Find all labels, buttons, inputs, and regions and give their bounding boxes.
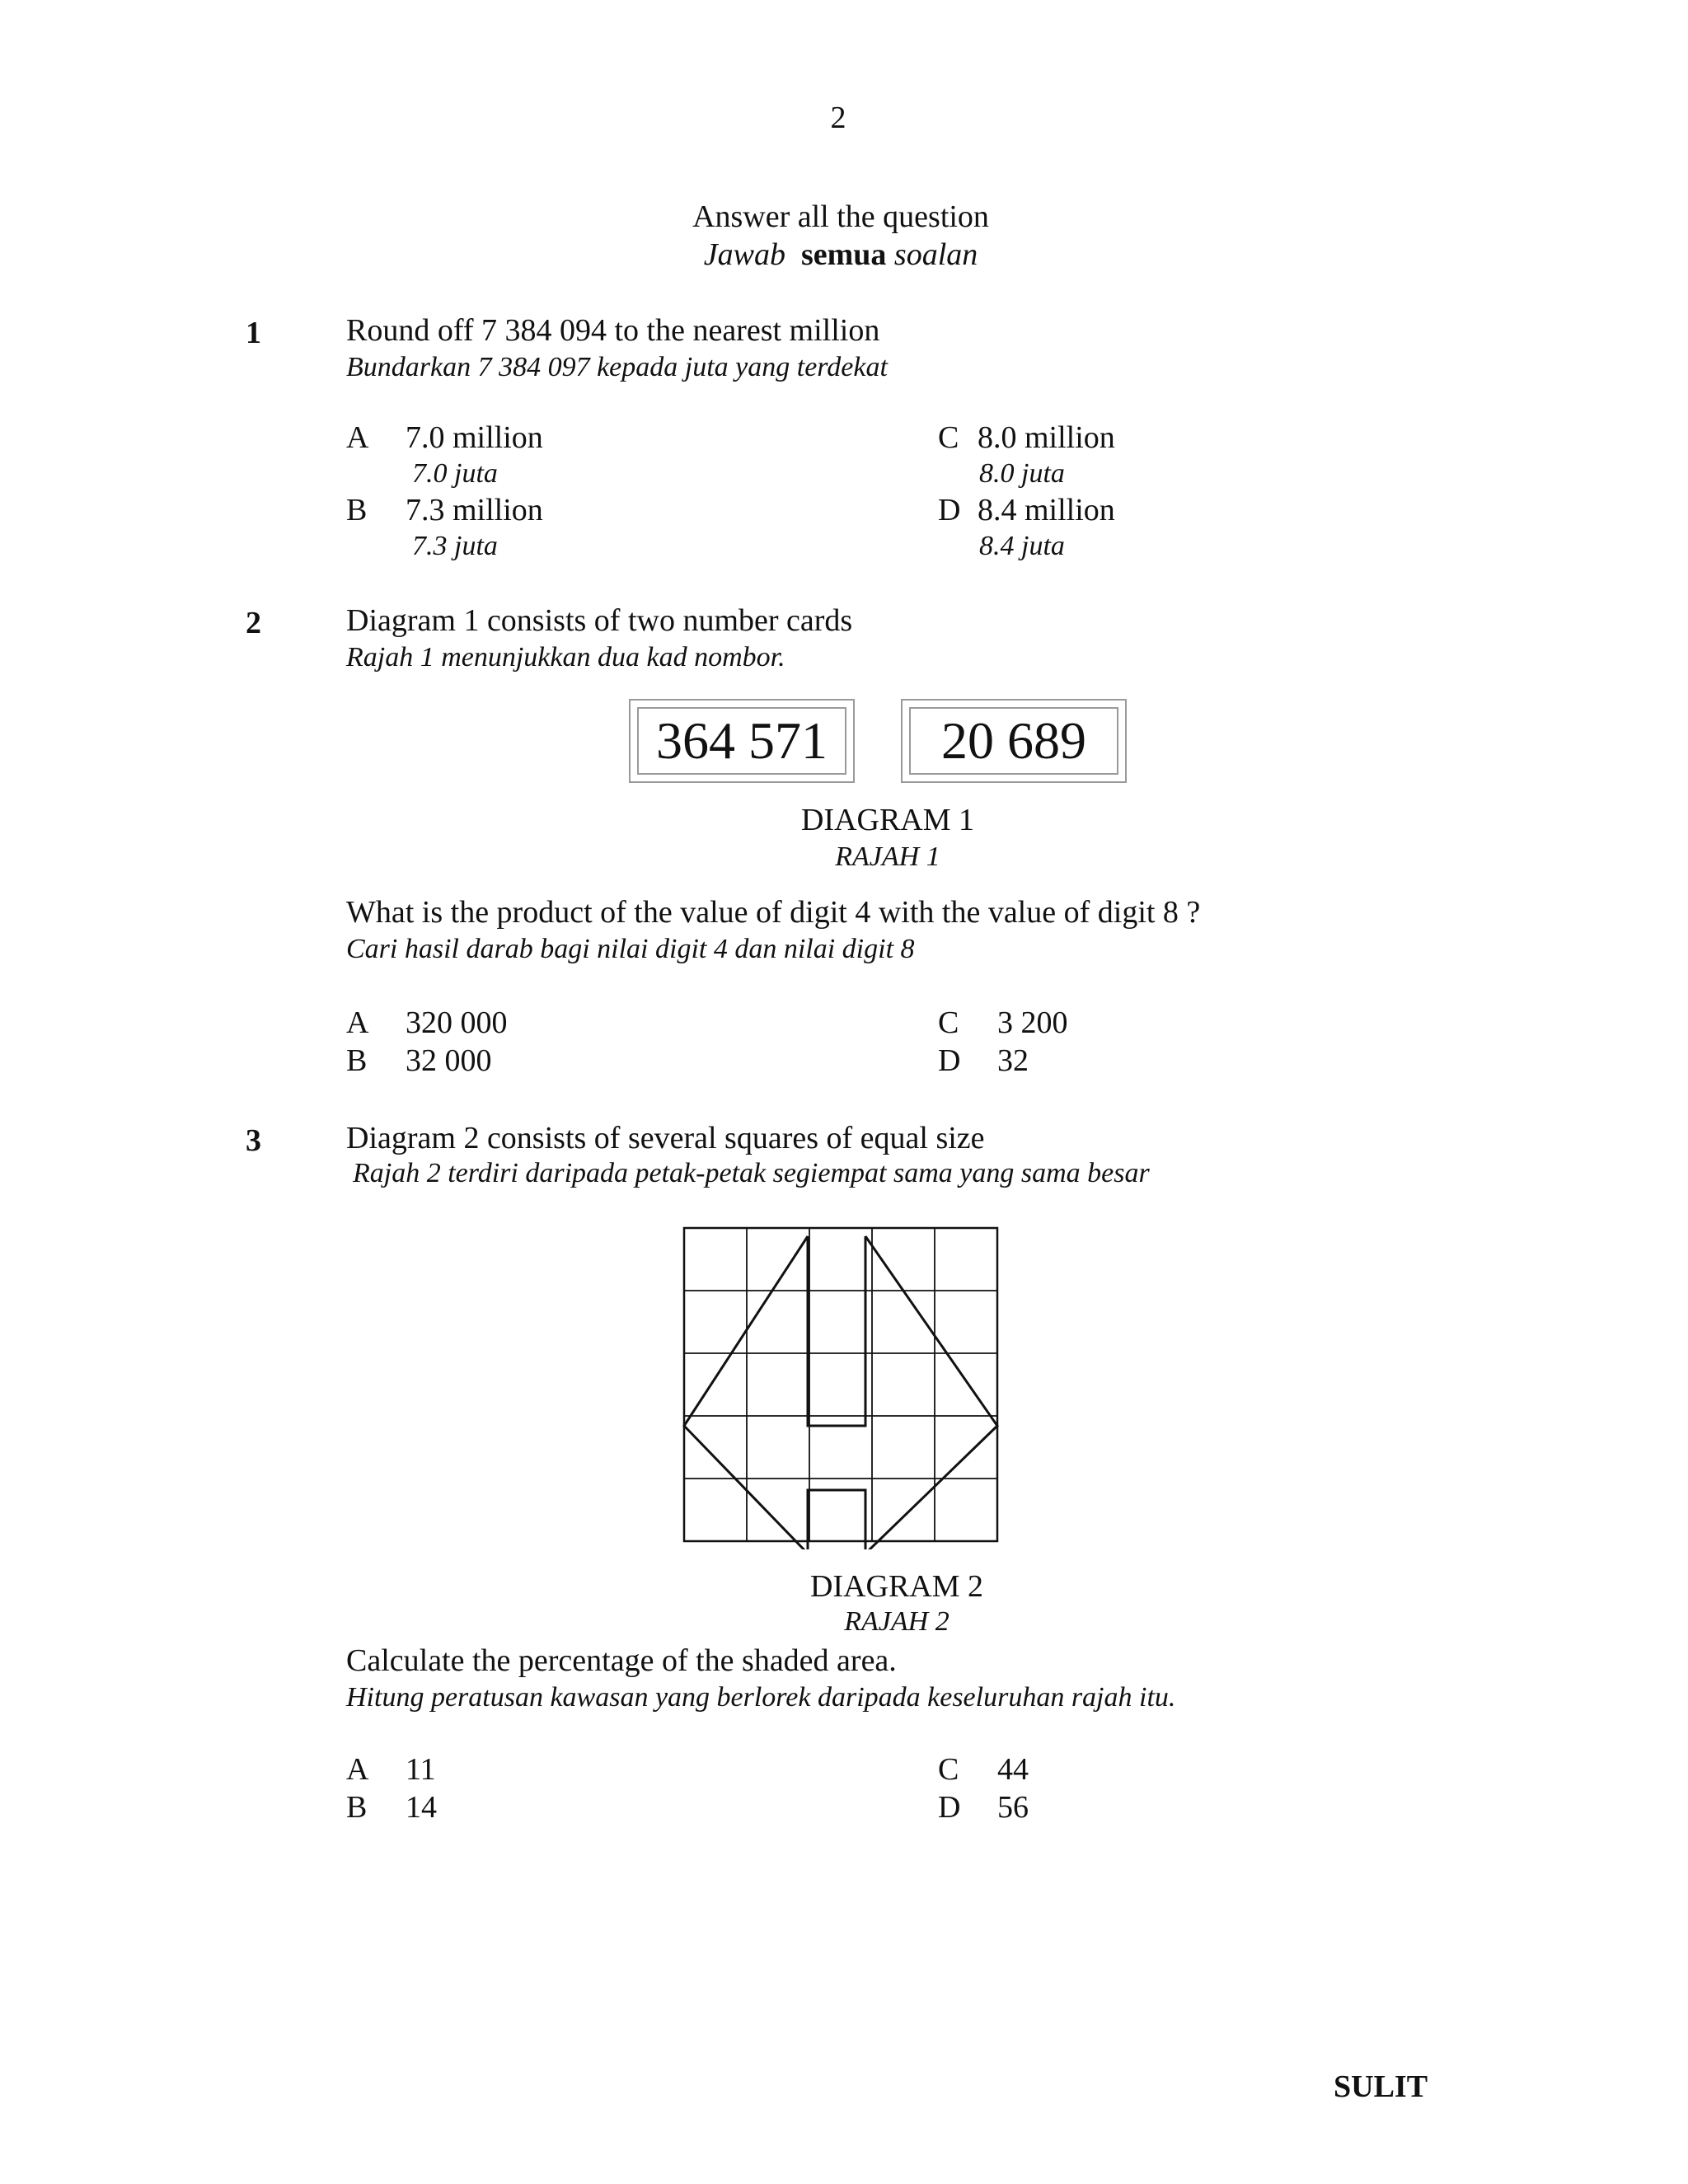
footer-sulit: SULIT [1334, 2069, 1428, 2104]
option-text: 320 000 [406, 1005, 508, 1040]
option-text: 8.0 million [978, 420, 1115, 455]
question-1-text-en: Round off 7 384 094 to the nearest million [346, 313, 880, 348]
question-3-prompt-ms: Hitung peratusan kawasan yang berlorek daripada keseluruhan rajah itu. [346, 1682, 1176, 1713]
instruction-en: Answer all the question [692, 199, 989, 234]
q1-option-d[interactable] [938, 491, 1115, 529]
q1-option-a[interactable] [346, 419, 543, 457]
option-text: 8.4 million [978, 493, 1115, 527]
number-card-1 [629, 699, 855, 783]
page-number: 2 [830, 101, 846, 135]
option-letter: D [938, 493, 961, 527]
q3-option-c[interactable] [938, 1750, 1029, 1788]
q1-option-c-ms: 8.0 juta [979, 458, 1065, 489]
option-letter: B [346, 1043, 368, 1078]
question-3-text-en: Diagram 2 consists of several squares of equal size [346, 1121, 985, 1155]
number-card-2 [901, 699, 1127, 783]
option-letter: D [938, 1790, 961, 1825]
question-1-text-ms: Bundarkan 7 384 097 kepada juta yang terdekat [346, 352, 888, 382]
option-letter: C [938, 1752, 959, 1787]
q1-option-b[interactable] [346, 491, 543, 529]
q3-option-d[interactable] [938, 1788, 1029, 1826]
option-letter: A [346, 1752, 369, 1787]
option-text: 7.0 million [406, 420, 543, 455]
left-triangle-outline [684, 1236, 808, 1549]
number-card-1-value: 364 571 [637, 707, 846, 775]
option-text: 56 [997, 1790, 1029, 1825]
question-3-prompt-en: Calculate the percentage of the shaded area. [346, 1643, 897, 1678]
option-text: 7.3 million [406, 493, 543, 527]
option-text: 3 200 [997, 1005, 1068, 1040]
grid-lines [684, 1228, 997, 1541]
q2-option-c[interactable] [938, 1004, 1068, 1042]
option-text: 14 [406, 1790, 437, 1825]
q3-option-b[interactable] [346, 1788, 437, 1826]
question-2-number: 2 [246, 606, 261, 640]
question-2-text-en: Diagram 1 consists of two number cards [346, 603, 853, 638]
q1-option-c[interactable] [938, 419, 1115, 457]
question-1-number: 1 [246, 316, 261, 350]
q1-option-b-ms: 7.3 juta [412, 531, 498, 561]
q1-option-a-ms: 7.0 juta [412, 458, 498, 489]
q2-option-d[interactable] [938, 1042, 1029, 1080]
number-card-2-value: 20 689 [909, 707, 1118, 775]
option-text: 44 [997, 1752, 1029, 1787]
diagram-2-label-en: DIAGRAM 2 [809, 1569, 984, 1604]
option-letter: A [346, 1005, 369, 1040]
diagram-1-label-ms: RAJAH 1 [835, 841, 940, 872]
question-2-text-ms: Rajah 1 menunjukkan dua kad nombor. [346, 642, 785, 673]
diagram-1-label-en: DIAGRAM 1 [800, 803, 975, 837]
instruction-ms-suffix: soalan [893, 237, 978, 272]
diagram-2-shape [684, 1236, 997, 1549]
q2-option-b[interactable] [346, 1042, 492, 1080]
question-3-number: 3 [246, 1123, 261, 1158]
diagram-2-grid [676, 1220, 1006, 1549]
right-triangle-outline [865, 1236, 997, 1549]
q1-option-d-ms: 8.4 juta [979, 531, 1065, 561]
option-text: 32 000 [406, 1043, 492, 1078]
q2-option-a[interactable] [346, 1004, 508, 1042]
grid-border [684, 1228, 997, 1541]
question-2-prompt-en: What is the product of the value of digit 4 with the value of digit 8 ? [346, 895, 1201, 930]
q3-option-a[interactable] [346, 1750, 436, 1788]
option-text: 32 [997, 1043, 1029, 1078]
option-letter: C [938, 420, 959, 455]
option-letter: A [346, 420, 369, 455]
option-text: 11 [406, 1752, 436, 1787]
option-letter: B [346, 493, 368, 527]
diagram-2-label-ms: RAJAH 2 [844, 1606, 950, 1637]
instruction-ms-bold: semua [800, 237, 887, 272]
question-2-prompt-ms: Cari hasil darab bagi nilai digit 4 dan nilai digit 8 [346, 934, 915, 964]
option-letter: D [938, 1043, 961, 1078]
option-letter: B [346, 1790, 368, 1825]
option-letter: C [938, 1005, 959, 1040]
instruction-ms-prefix: Jawab [703, 237, 785, 272]
question-3-text-ms: Rajah 2 terdiri daripada petak-petak segiempat sama yang sama besar [353, 1158, 1150, 1188]
upper-bar-outline [808, 1236, 865, 1426]
instruction-ms [704, 236, 978, 274]
